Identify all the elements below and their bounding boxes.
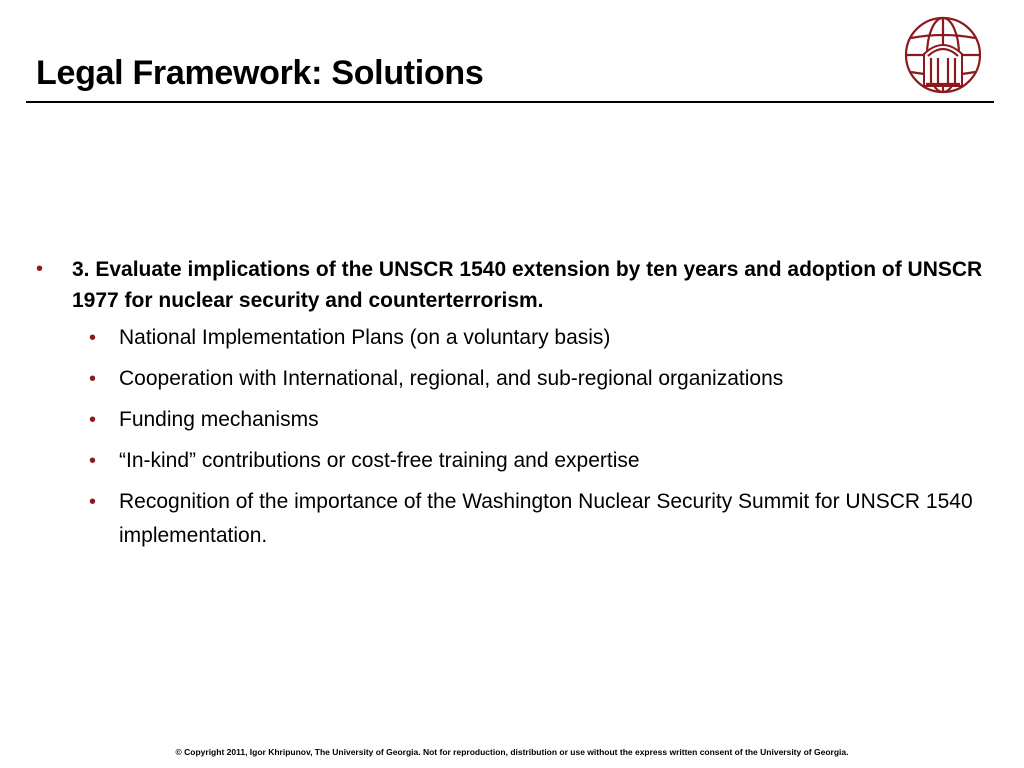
sub-bullet xyxy=(72,403,996,437)
bullet-dot-icon: • xyxy=(89,368,97,390)
title-divider xyxy=(26,101,994,103)
copyright-footer: © Copyright 2011, Igor Khripunov, The University of Georgia. Not for reproduction, distribution or use without the express written consent of the University of Georgia. xyxy=(175,747,849,757)
bullet-dot-icon: • xyxy=(89,450,97,472)
main-bullet xyxy=(36,254,996,553)
sub-bullet-text: Recognition of the importance of the Washington Nuclear Security Summit for UNSCR 1540 implementation. xyxy=(119,490,973,547)
sub-bullet xyxy=(72,321,996,355)
bullet-dot-icon: • xyxy=(89,491,97,513)
sub-bullet-text: Cooperation with International, regional, and sub-regional organizations xyxy=(119,367,784,390)
bullet-list xyxy=(36,254,996,553)
sub-bullet-text: Funding mechanisms xyxy=(119,408,319,431)
bullet-dot-icon: • xyxy=(89,409,97,431)
sub-bullet xyxy=(72,444,996,478)
sub-bullet xyxy=(72,362,996,396)
sub-bullet xyxy=(72,485,996,553)
globe-arch-logo-icon xyxy=(902,14,984,96)
bullet-dot-icon: • xyxy=(89,327,97,349)
main-bullet-text: 3. Evaluate implications of the UNSCR 1540 extension by ten years and adoption of UNSCR 1977 for nuclear security and counterterrorism. xyxy=(72,258,983,312)
sub-bullet-list xyxy=(72,321,996,553)
bullet-dot-icon: • xyxy=(36,258,44,280)
slide-content xyxy=(36,254,996,560)
sub-bullet-text: “In-kind” contributions or cost-free training and expertise xyxy=(119,449,640,472)
slide-title: Legal Framework: Solutions xyxy=(36,54,484,92)
sub-bullet-text: National Implementation Plans (on a voluntary basis) xyxy=(119,326,611,349)
